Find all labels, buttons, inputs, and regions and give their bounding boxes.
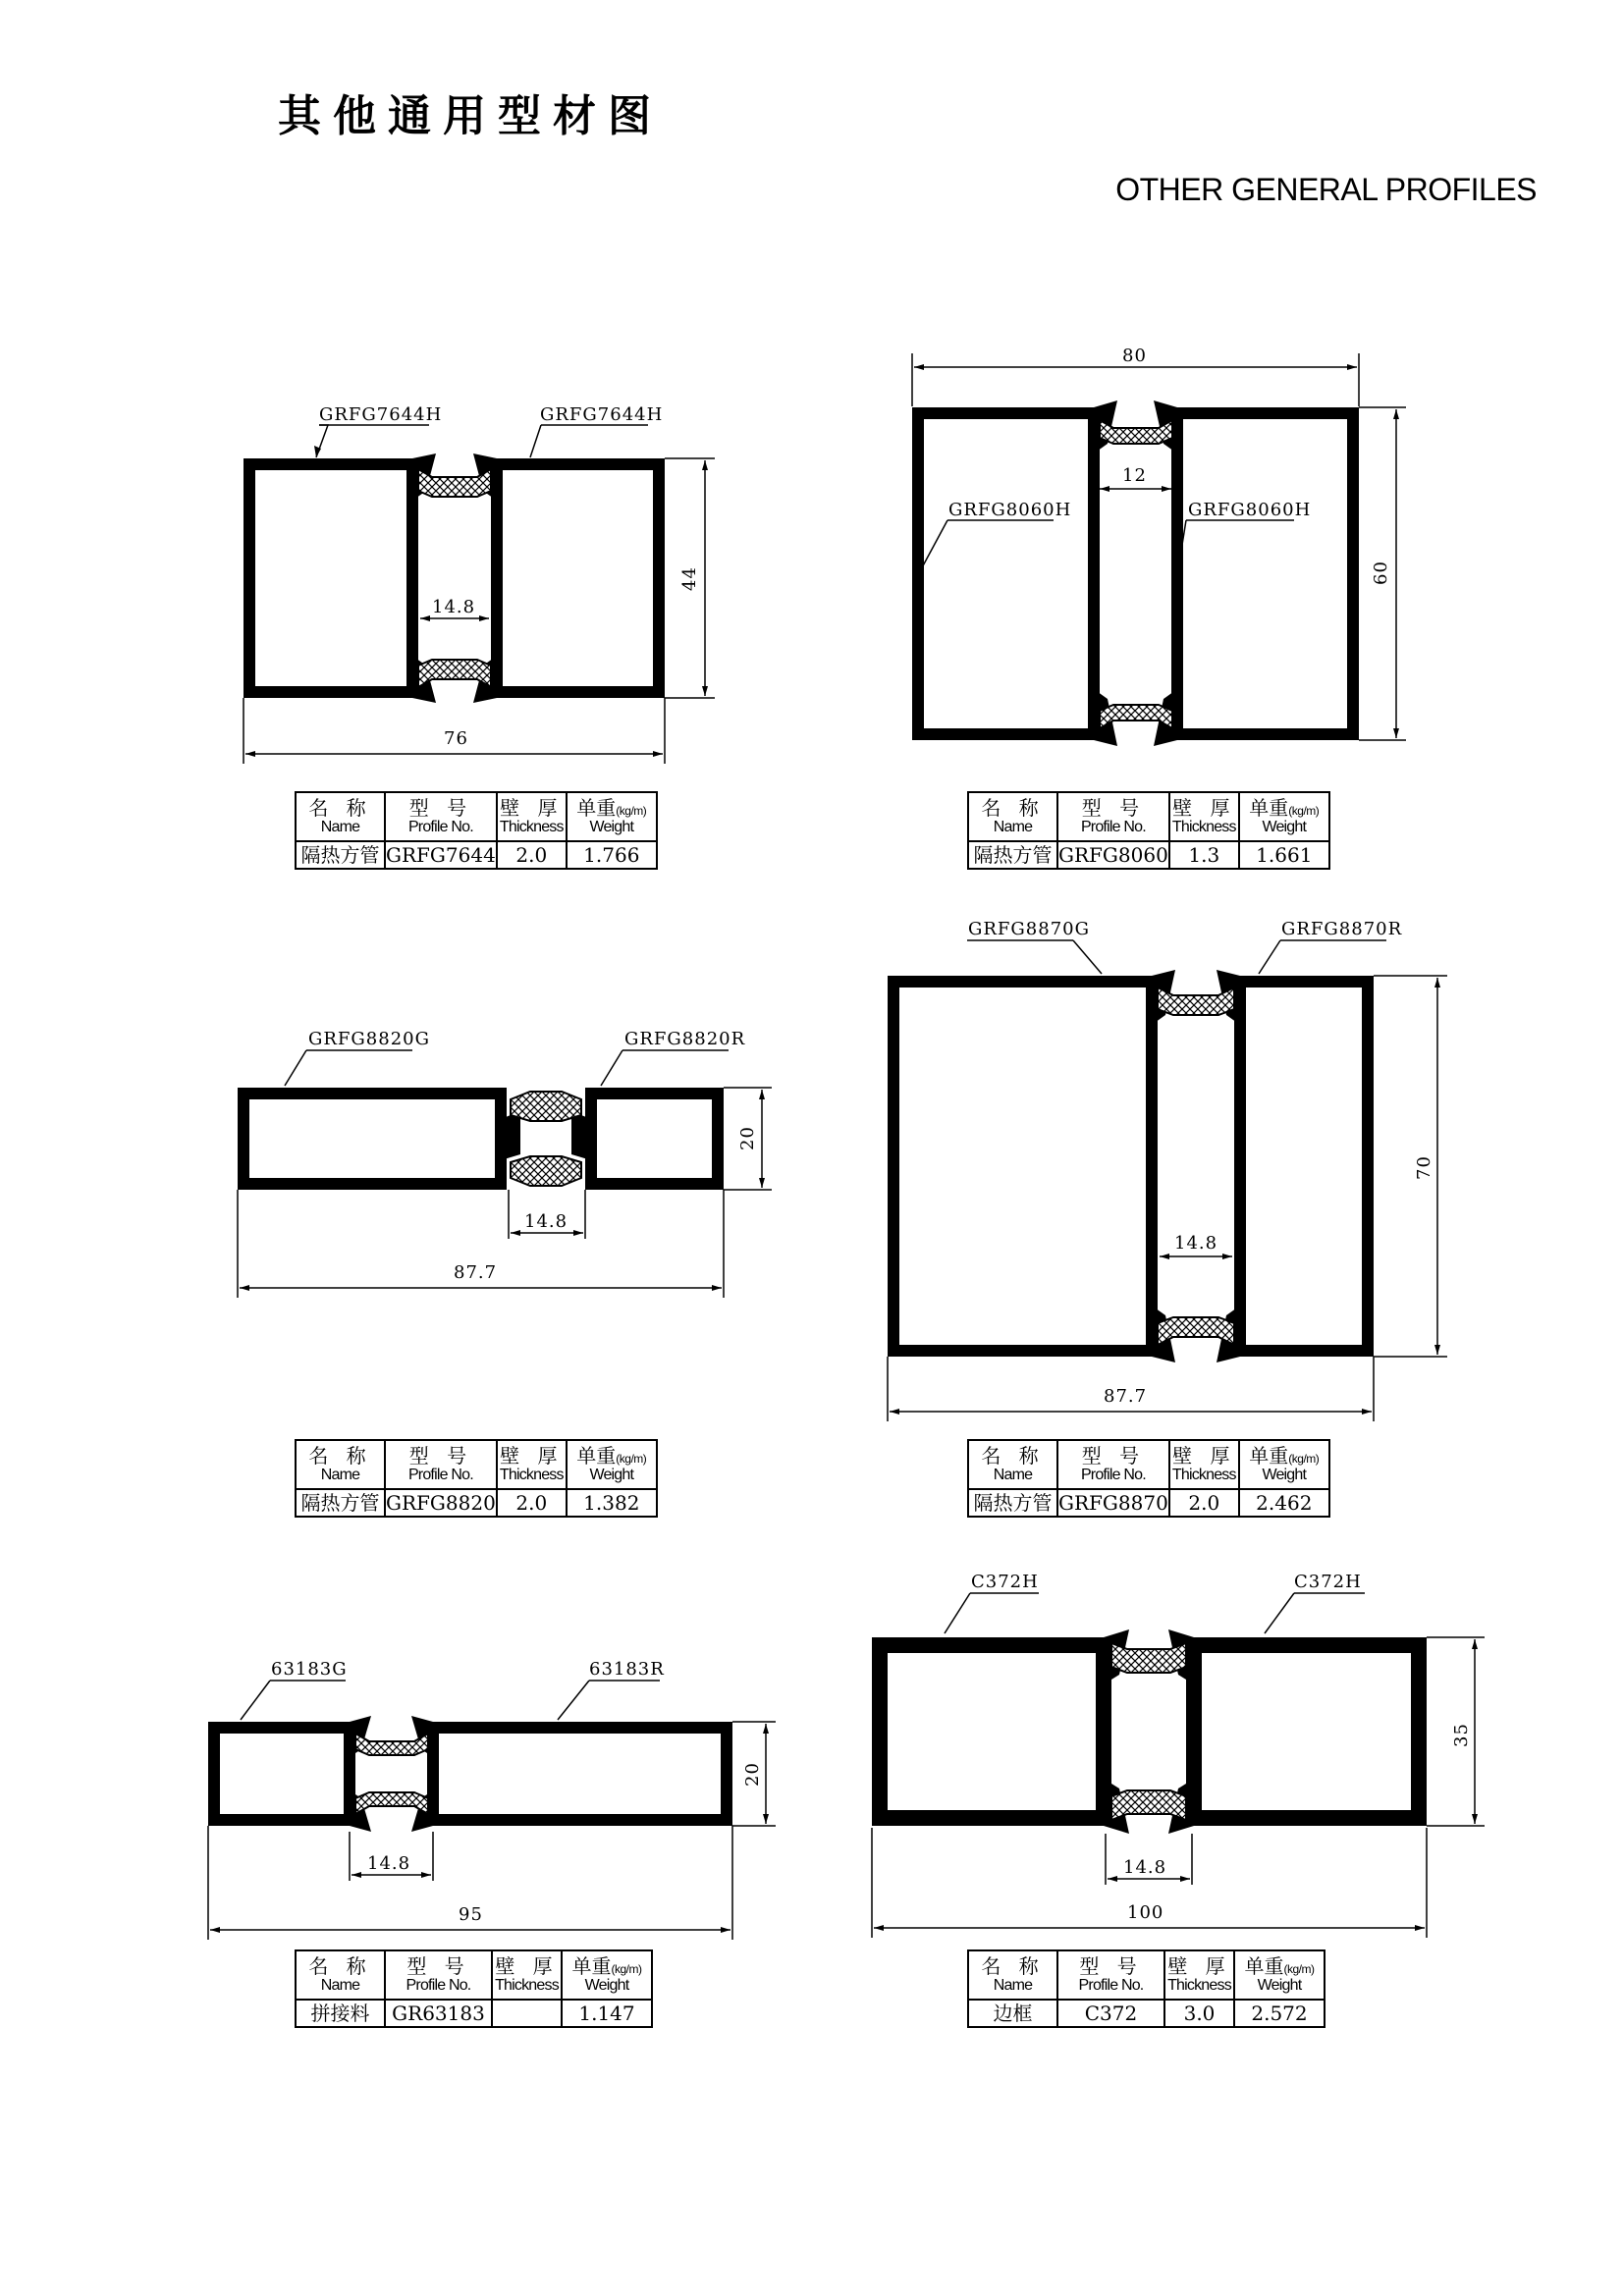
gap-dimension: 14.8 [367, 1853, 411, 1874]
cell-thickness: 2.0 [497, 841, 567, 869]
thermal-strip [511, 1156, 581, 1186]
header-thickness-cn: 壁 厚 [1167, 1954, 1231, 1978]
spec-table-grfg8870 [967, 1439, 1330, 1518]
cell-thickness [492, 2000, 562, 2027]
thermal-strip [511, 1092, 581, 1121]
profile-grfg7644-drawing [243, 404, 715, 764]
cell-thickness: 2.0 [1169, 1489, 1239, 1517]
cell-name: 隔热方管 [296, 841, 385, 869]
right-tube [497, 464, 659, 692]
header-weight-unit: (kg/m) [616, 804, 647, 818]
right-tube [591, 1094, 718, 1184]
header-weight-en: Weight [1257, 1977, 1302, 1994]
header-profile-cn: 型 号 [1081, 796, 1146, 820]
thermal-strip [355, 1734, 428, 1755]
spec-table-grfg8060 [967, 791, 1330, 870]
profile-grfg8870-drawing [888, 919, 1447, 1421]
left-tube [918, 413, 1094, 734]
header-name-en: Name [320, 1977, 360, 1994]
left-tube [243, 1094, 501, 1184]
header-thickness-cn: 壁 厚 [495, 1954, 559, 1978]
profile-c372-drawing [872, 1572, 1485, 1938]
profile-label-left: GRFG8870G [968, 919, 1090, 939]
header-profile-en: Profile No. [407, 819, 473, 835]
gap-dimension: 12 [1122, 465, 1147, 486]
header-weight-cn: 单重 [576, 796, 617, 820]
cell-thickness: 3.0 [1164, 2000, 1234, 2027]
gap-dimension: 14.8 [432, 597, 476, 617]
height-dimension: 60 [1371, 561, 1391, 585]
profile-label-left: 63183G [271, 1659, 348, 1680]
table-row [296, 841, 657, 869]
right-tube [433, 1728, 727, 1820]
header-profile-en: Profile No. [407, 1467, 473, 1483]
header-weight-cn: 单重 [1249, 796, 1289, 820]
header-name-en: Name [993, 819, 1033, 835]
header-weight-en: Weight [1262, 819, 1307, 835]
lug [501, 1111, 520, 1160]
profile-label-left: GRFG7644H [319, 404, 443, 425]
header-profile-cn: 型 号 [1079, 1954, 1143, 1978]
header-profile-cn: 型 号 [406, 1954, 470, 1978]
height-dimension: 20 [737, 1126, 758, 1150]
cell-thickness: 1.3 [1169, 841, 1239, 869]
spec-table-grfg8820 [295, 1439, 658, 1518]
header-thickness-cn: 壁 厚 [1172, 1444, 1236, 1468]
table-row [968, 1489, 1329, 1517]
header-name-en: Name [320, 819, 360, 835]
cell-name: 拼接料 [296, 2000, 385, 2027]
header-weight-unit: (kg/m) [616, 1452, 647, 1466]
header-weight-cn: 单重 [1249, 1444, 1289, 1468]
width-dimension: 87.7 [1104, 1386, 1148, 1407]
table-row [968, 2000, 1325, 2027]
profile-label-right: 63183R [589, 1659, 665, 1680]
page-title-cn: 其他通用型材图 [278, 91, 663, 141]
header-profile-en: Profile No. [1078, 1977, 1144, 1994]
cell-profile-no: GRFG7644 [386, 843, 496, 867]
width-dimension: 76 [444, 728, 468, 749]
cell-name: 隔热方管 [968, 1489, 1057, 1517]
header-name-cn: 名 称 [308, 1954, 372, 1978]
header-name-en: Name [993, 1467, 1033, 1483]
header-weight-en: Weight [589, 1467, 634, 1483]
profile-label-right: GRFG8870R [1281, 919, 1403, 939]
profile-label-left: GRFG8060H [948, 500, 1072, 520]
profile-grfg8060-drawing [912, 346, 1406, 746]
profile-label-right: GRFG8820R [624, 1029, 746, 1049]
header-weight-cn: 单重 [571, 1954, 612, 1978]
header-thickness-cn: 壁 厚 [1172, 796, 1236, 820]
cell-name: 隔热方管 [296, 1489, 385, 1517]
height-dimension: 44 [679, 566, 700, 591]
cell-weight: 2.572 [1234, 2000, 1325, 2027]
header-weight-unit: (kg/m) [1288, 804, 1320, 818]
cell-thickness: 2.0 [497, 1489, 567, 1517]
table-row [296, 2000, 652, 2027]
header-thickness-en: Thickness [1171, 1467, 1236, 1483]
spec-table-gr63183 [295, 1949, 653, 2028]
header-thickness-en: Thickness [1171, 819, 1236, 835]
cell-weight: 1.382 [567, 1489, 657, 1517]
header-weight-unit: (kg/m) [1283, 1962, 1315, 1976]
width-dimension: 87.7 [454, 1262, 498, 1283]
header-weight-cn: 单重 [1244, 1954, 1284, 1978]
left-tube [249, 464, 412, 692]
right-tube [1240, 982, 1368, 1351]
cell-profile-no: GRFG8870 [1058, 1491, 1168, 1515]
right-tube [1177, 413, 1353, 734]
header-weight-en: Weight [589, 819, 634, 835]
right-tube [1194, 1645, 1419, 1818]
header-profile-cn: 型 号 [408, 796, 473, 820]
header-name-cn: 名 称 [981, 796, 1045, 820]
header-profile-cn: 型 号 [1081, 1444, 1146, 1468]
header-name-cn: 名 称 [981, 1444, 1045, 1468]
header-name-cn: 名 称 [308, 1444, 372, 1468]
header-name-cn: 名 称 [981, 1954, 1045, 1978]
cell-profile-no: C372 [1057, 2000, 1164, 2027]
cell-profile-no: GR63183 [385, 2000, 492, 2027]
header-profile-en: Profile No. [1080, 819, 1146, 835]
header-name-cn: 名 称 [308, 796, 372, 820]
gap-dimension: 14.8 [524, 1211, 568, 1232]
cell-profile-no: GRFG8060 [1058, 843, 1168, 867]
header-thickness-en: Thickness [1167, 1977, 1231, 1994]
left-tube [214, 1728, 350, 1820]
header-thickness-en: Thickness [499, 819, 564, 835]
profile-grfg8820-drawing [238, 1029, 772, 1298]
header-weight-unit: (kg/m) [611, 1962, 642, 1976]
table-row [968, 841, 1329, 869]
header-weight-unit: (kg/m) [1288, 1452, 1320, 1466]
cell-weight: 1.766 [567, 841, 657, 869]
header-name-en: Name [320, 1467, 360, 1483]
header-weight-en: Weight [584, 1977, 629, 1994]
cell-weight: 1.661 [1239, 841, 1329, 869]
spec-table-c372 [967, 1949, 1325, 2028]
header-profile-en: Profile No. [1080, 1467, 1146, 1483]
profile-label-right: C372H [1294, 1572, 1362, 1592]
header-thickness-en: Thickness [495, 1977, 559, 1994]
left-tube [880, 1645, 1104, 1818]
height-dimension: 20 [742, 1762, 763, 1787]
gap-dimension: 14.8 [1123, 1857, 1167, 1878]
profile-label-left: GRFG8820G [308, 1029, 430, 1049]
header-profile-cn: 型 号 [408, 1444, 473, 1468]
width-dimension: 80 [1122, 346, 1147, 366]
cell-name: 边框 [968, 2000, 1057, 2027]
header-weight-en: Weight [1262, 1467, 1307, 1483]
header-profile-en: Profile No. [406, 1977, 471, 1994]
profile-label-left: C372H [971, 1572, 1039, 1592]
header-name-en: Name [993, 1977, 1033, 1994]
profile-label-right: GRFG7644H [540, 404, 664, 425]
width-dimension: 100 [1127, 1902, 1164, 1923]
height-dimension: 35 [1451, 1723, 1472, 1747]
thermal-strip [1111, 1643, 1186, 1673]
header-weight-cn: 单重 [576, 1444, 617, 1468]
width-dimension: 95 [459, 1904, 483, 1925]
profile-gr63183-drawing [208, 1659, 776, 1940]
gap-dimension: 14.8 [1174, 1233, 1218, 1254]
header-thickness-cn: 壁 厚 [500, 796, 564, 820]
cell-weight: 2.462 [1239, 1489, 1329, 1517]
cell-weight: 1.147 [562, 2000, 652, 2027]
height-dimension: 70 [1414, 1155, 1434, 1180]
header-thickness-cn: 壁 厚 [500, 1444, 564, 1468]
thermal-strip [355, 1792, 428, 1814]
page-title-en: OTHER GENERAL PROFILES [1115, 172, 1537, 207]
spec-table-grfg7644 [295, 791, 658, 870]
profile-label-right: GRFG8060H [1188, 500, 1312, 520]
lug [571, 1111, 591, 1160]
cell-profile-no: GRFG8820 [386, 1491, 496, 1515]
header-thickness-en: Thickness [499, 1467, 564, 1483]
left-tube [893, 982, 1152, 1351]
table-row [296, 1489, 657, 1517]
thermal-strip [1111, 1790, 1186, 1820]
cell-name: 隔热方管 [968, 841, 1057, 869]
